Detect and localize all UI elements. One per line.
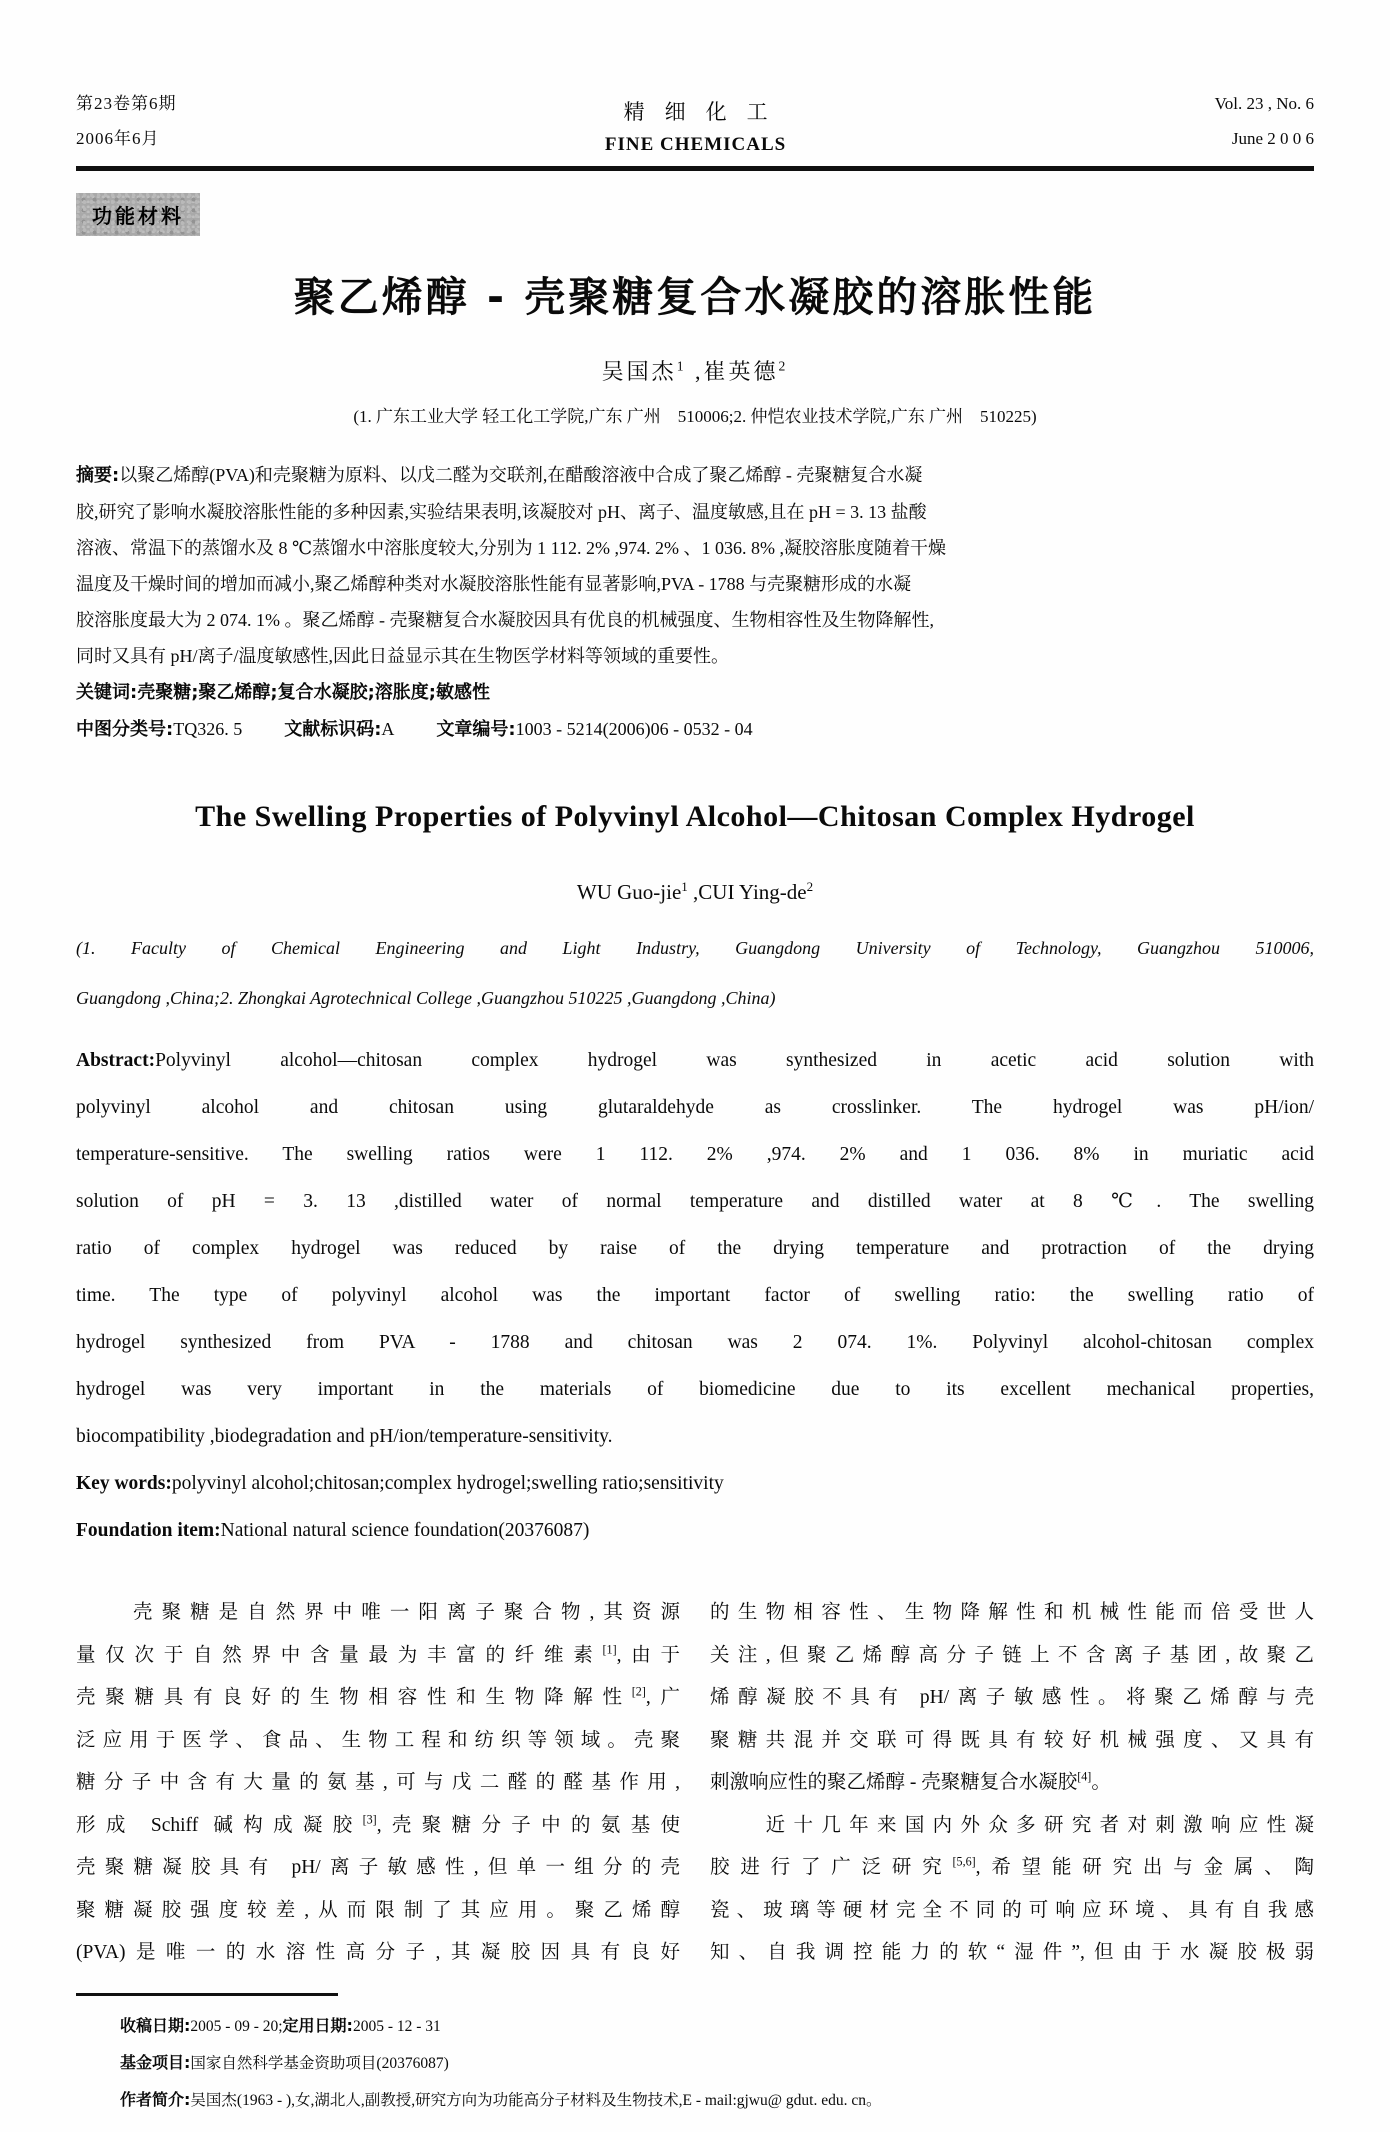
body-line: (PVA)是唯一的水溶性高分子,其凝胶因具有良好 [76,1942,680,1963]
doc-code-value: A [381,719,395,739]
body-line: 形成 Schiff 碱构成凝胶[3],壳聚糖分子中的氨基使 [76,1812,680,1836]
affiliation-en-line: Guangdong ,China;2. Zhongkai Agrotechnical College ,Guangzhou 510225 ,Guangdong ,China) [76,988,776,1008]
abstract-cn-line: 同时又具有 pH/离子/温度敏感性,因此日益显示其在生物医学材料等领域的重要性。 [76,646,729,666]
body-line: 胶进行了广泛研究[5,6],希望能研究出与金属、陶 [710,1854,1314,1878]
body-line: 瓷、玻璃等硬材完全不同的可响应环境、具有自我感 [710,1899,1314,1921]
issue-info [76,86,177,156]
issue-number: 第23卷第6期 [76,94,177,113]
affiliation-cn: (1. 广东工业大学 轻工化工学院,广东 广州 510006;2. 仲恺农业技术学院,广东 广州 510225) [353,407,1037,426]
journal-header [76,0,1314,156]
article-title-en: The Swelling Properties of Polyvinyl Alcohol—Chitosan Complex Hydrogel [195,800,1195,833]
abstract-en-line: ratio of complex hydrogel was reduced by raise of the drying temperature and protraction of the drying [76,1238,1314,1259]
body-line: 知、自我调控能力的软“湿件”,但由于水凝胶极弱 [710,1942,1314,1963]
footnote-bio [120,2082,1314,2119]
authors-en: WU Guo-jie$^1$ ,CUI Ying-$de^2$ [576,879,814,904]
abstract-en-line: temperature-sensitive. The swelling ratios were 1 112. 2% ,974. 2% and 1 036. 8% in muriatic acid [76,1144,1314,1165]
bio-label: 作者简介: [120,2089,191,2109]
abstract-cn-line: 胶溶胀度最大为 2 074. 1% 。聚乙烯醇 - 壳聚糖复合水凝胶因具有优良的机械强度、生物相容性及生物降解性, [76,610,934,630]
clc-line [76,711,1314,748]
abstract-en [76,1037,1314,1554]
abstract-cn-label: 摘要: [76,465,120,486]
bio-text: 吴国杰(1963 - ),女,湖北人,副教授,研究方向为功能高分子材料及生物技术,E - mail:gjwu@ gdut. edu. cn。 [190,2091,882,2109]
volume-number: Vol. 23 , No. 6 [1214,94,1314,113]
keywords-en-label: Key words: [76,1473,172,1494]
section-badge: 功能材料 [76,193,200,236]
journal-name [604,96,788,156]
body-line: 聚糖共混并交联可得既具有较好机械强度、又具有 [710,1729,1314,1751]
clc-label: 中图分类号: [76,719,174,740]
abstract-cn-line: 温度及干燥时间的增加而减小,聚乙烯醇种类对水凝胶溶胀性能有显著影响,PVA - 1788 与壳聚糖形成的水凝 [76,574,912,594]
abstract-cn-line: 溶液、常温下的蒸馏水及 8 ℃蒸馏水中溶胀度较大,分别为 1 112. 2% ,974. 2% 、1 036. 8% ,凝胶溶胀度随着干燥 [76,538,946,558]
body-line: 壳聚糖具有良好的生物相容性和生物降解性[2],广 [76,1684,680,1708]
footnote-dates [120,2008,1314,2045]
keywords-cn-line [76,674,1314,711]
issue-date-en: June 2 0 0 6 [1231,129,1314,148]
abstract-en-label: Abstract: [76,1050,156,1071]
body-columns [76,1592,1314,1975]
volume-info [1215,86,1314,156]
foundation-line [76,1507,1314,1554]
abstract-en-line: time. The type of polyvinyl alcohol was the important factor of swelling ratio: the swelling ratio of [76,1285,1314,1306]
authors-cn: 吴国杰$^1$ ,崔英德$^2$ [601,358,789,384]
body-line: 壳聚糖凝胶具有 pH/离子敏感性,但单一组分的壳 [76,1857,680,1878]
keywords-en-line [76,1460,1314,1507]
body-line: 刺激响应性的聚乙烯醇 - 壳聚糖复合水凝胶[4]。 [710,1769,1111,1793]
footnotes [76,2008,1314,2119]
abstract-cn [76,457,1314,748]
abstract-en-line: biocompatibility ,biodegradation and pH/ion/temperature-sensitivity. [76,1426,613,1447]
abstract-en-line: hydrogel was very important in the materials of biomedicine due to its excellent mechanical properties, [76,1379,1314,1400]
fund-label: 基金项目: [120,2052,191,2072]
abstract-cn-line: 摘要:以聚乙烯醇(PVA)和壳聚糖为原料、以戊二醛为交联剂,在醋酸溶液中合成了聚乙烯醇 - 壳聚糖复合水凝 [76,465,923,486]
header-rule [76,166,1314,171]
keywords-cn-label: 关键词: [76,682,138,703]
accepted-date: 2005 - 12 - 31 [352,2017,441,2035]
received-date: 2005 - 09 - 20; [190,2017,283,2035]
keywords-cn: 壳聚糖;聚乙烯醇;复合水凝胶;溶胀度;敏感性 [137,682,490,703]
abstract-en-line: Abstract:Polyvinyl alcohol—chitosan complex hydrogel was synthesized in acetic acid solution with [76,1050,1314,1071]
article-title-cn: 聚乙烯醇 - 壳聚糖复合水凝胶的溶胀性能 [293,273,1097,321]
journal-name-en: FINE CHEMICALS [604,134,787,155]
foundation-label: Foundation item: [76,1520,221,1541]
issue-date-cn: 2006年6月 [76,129,160,148]
keywords-en: polyvinyl alcohol;chitosan;complex hydrogel;swelling ratio;sensitivity [171,1473,724,1494]
body-line: 烯醇凝胶不具有 pH/离子敏感性。将聚乙烯醇与壳 [710,1687,1314,1708]
body-column-left [76,1592,680,1975]
body-line: 聚糖凝胶强度较差,从而限制了其应用。聚乙烯醇 [76,1899,680,1921]
footnote-rule [76,1993,338,1996]
clc-value: TQ326. 5 [173,719,243,739]
body-line: 泛应用于医学、食品、生物工程和纺织等领域。壳聚 [76,1729,680,1751]
received-label: 收稿日期: [120,2015,191,2035]
body-line: 糖分子中含有大量的氨基,可与戊二醛的醛基作用, [76,1772,680,1793]
article-id-label: 文章编号: [436,719,516,740]
affiliation-en [76,923,1314,1023]
abstract-cn-line: 胶,研究了影响水凝胶溶胀性能的多种因素,实验结果表明,该凝胶对 pH、离子、温度敏感,且在 pH = 3. 13 盐酸 [76,502,927,522]
body-line: 近十几年来国内外众多研究者对刺激响应性凝 [710,1814,1314,1836]
body-line: 量仅次于自然界中含量最为丰富的纤维素[1],由于 [76,1642,680,1666]
journal-name-cn: 精细化工 [623,100,788,124]
body-column-right [710,1592,1314,1975]
accepted-label: 定用日期: [282,2015,353,2035]
doc-code-label: 文献标识码: [284,719,382,740]
body-line: 关注,但聚乙烯醇高分子链上不含离子基团,故聚乙 [710,1644,1314,1666]
affiliation-en-line: (1. Faculty of Chemical Engineering and Light Industry, Guangdong University of Technology, Guangzhou 510006, [76,938,1314,958]
body-line: 壳聚糖是自然界中唯一阳离子聚合物,其资源 [76,1602,680,1623]
article-id-value: 1003 - 5214(2006)06 - 0532 - 04 [515,719,753,739]
body-line: 的生物相容性、生物降解性和机械性能而倍受世人 [710,1602,1314,1623]
abstract-en-line: hydrogel synthesized from PVA - 1788 and chitosan was 2 074. 1%. Polyvinyl alcohol-chitosan complex [76,1332,1314,1353]
abstract-en-line: polyvinyl alcohol and chitosan using glutaraldehyde as crosslinker. The hydrogel was pH/ion/ [76,1097,1314,1118]
abstract-en-line: solution of pH = 3. 13 ,distilled water of normal temperature and distilled water at 8 ℃. The swelling [76,1191,1314,1212]
fund-text: 国家自然科学基金资助项目(20376087) [190,2054,449,2072]
foundation-text: National natural science foundation(20376087) [220,1520,590,1541]
footnote-fund [120,2045,1314,2082]
